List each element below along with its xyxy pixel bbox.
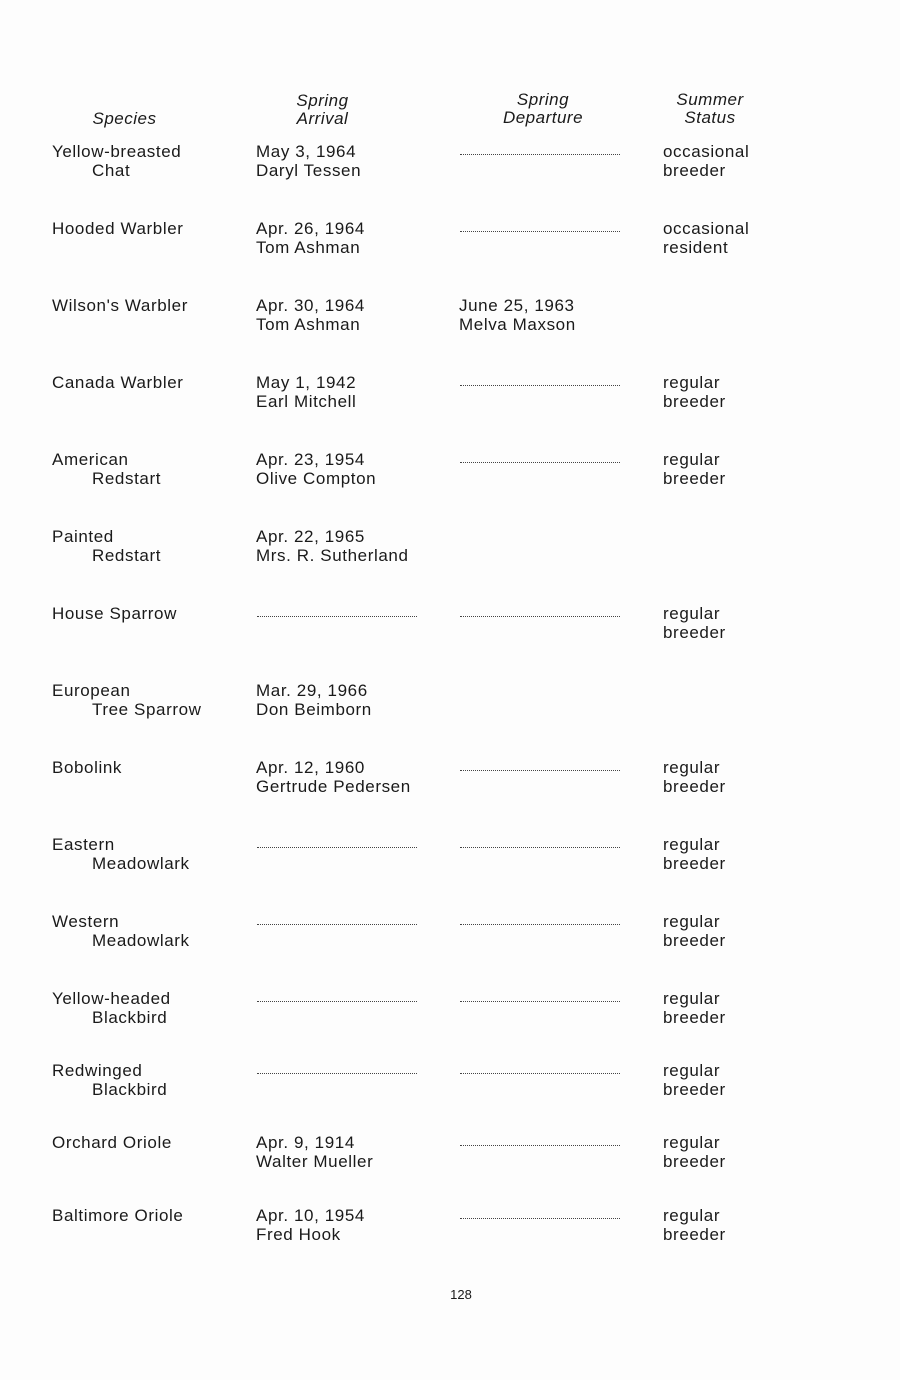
header-status-line2: Status	[684, 108, 736, 127]
arrival-cell	[256, 374, 356, 411]
header-arrival-line1: Spring	[296, 91, 349, 110]
status-cell	[663, 990, 726, 1027]
species-name: Hooded Warbler	[52, 219, 184, 238]
table-row	[0, 374, 900, 414]
table-row	[0, 528, 900, 568]
status-cell	[663, 220, 749, 257]
status-line2: breeder	[663, 160, 726, 180]
header-departure-line1: Spring	[516, 90, 570, 109]
status-line2: breeder	[663, 930, 726, 950]
species-name: American	[52, 450, 129, 469]
arrival-observer: Mrs. R. Sutherland	[256, 545, 409, 565]
departure-blank-line	[460, 924, 620, 925]
arrival-date: Apr. 10, 1954	[256, 1206, 365, 1225]
arrival-observer: Tom Ashman	[256, 314, 361, 334]
species-cell	[52, 1062, 167, 1099]
arrival-date: Apr. 12, 1960	[256, 758, 365, 777]
species-name: Redwinged	[52, 1061, 143, 1080]
status-line2: resident	[663, 237, 729, 257]
arrival-cell	[256, 1134, 373, 1171]
status-cell	[663, 1134, 726, 1171]
arrival-date: May 1, 1942	[256, 373, 357, 392]
status-line2: breeder	[663, 1151, 726, 1171]
status-cell	[663, 143, 749, 180]
header-status-line1: Summer	[676, 90, 744, 109]
arrival-observer: Tom Ashman	[256, 237, 361, 257]
status-cell	[663, 605, 726, 642]
departure-blank-line	[460, 847, 620, 848]
status-cell	[663, 374, 726, 411]
arrival-observer: Earl Mitchell	[256, 391, 357, 411]
species-name: European	[52, 681, 131, 700]
arrival-cell	[256, 297, 365, 334]
arrival-date: Apr. 23, 1954	[256, 450, 365, 469]
species-cell	[52, 143, 181, 180]
arrival-cell	[256, 451, 376, 488]
departure-blank-line	[460, 1218, 620, 1219]
header-spring-departure	[483, 91, 603, 127]
arrival-blank-line	[257, 616, 417, 617]
species-cell	[52, 759, 122, 778]
species-cell	[52, 220, 184, 239]
header-species	[52, 110, 197, 128]
arrival-date: May 3, 1964	[256, 142, 357, 161]
departure-blank-line	[460, 231, 620, 232]
species-name-cont: Meadowlark	[92, 853, 190, 873]
status-line2: breeder	[663, 1079, 726, 1099]
page-number: 128	[450, 1287, 472, 1302]
departure-blank-line	[460, 770, 620, 771]
species-cell	[52, 451, 161, 488]
status-cell	[663, 759, 726, 796]
status-cell	[663, 913, 726, 950]
arrival-date: Apr. 30, 1964	[256, 296, 365, 315]
species-name-cont: Tree Sparrow	[92, 699, 202, 719]
header-species-label: Species	[92, 109, 157, 128]
species-cell	[52, 1207, 183, 1226]
arrival-date: Apr. 22, 1965	[256, 527, 365, 546]
departure-blank-line	[460, 1145, 620, 1146]
table-row	[0, 297, 900, 337]
status-line2: breeder	[663, 853, 726, 873]
departure-observer: Melva Maxson	[459, 314, 576, 334]
arrival-date: Apr. 9, 1914	[256, 1133, 355, 1152]
table-row	[0, 451, 900, 491]
arrival-cell	[256, 759, 411, 796]
species-name-cont: Redstart	[92, 468, 162, 488]
status-line2: breeder	[663, 622, 726, 642]
species-cell	[52, 990, 171, 1027]
species-name: Orchard Oriole	[52, 1133, 172, 1152]
status-cell	[663, 836, 726, 873]
species-cell	[52, 682, 202, 719]
arrival-blank-line	[257, 847, 417, 848]
species-name: Wilson's Warbler	[52, 296, 188, 315]
status-cell	[663, 451, 726, 488]
status-cell	[663, 1207, 726, 1244]
table-row	[0, 990, 900, 1030]
status-line1: occasional	[663, 142, 750, 161]
departure-date: June 25, 1963	[459, 296, 575, 315]
status-line1: regular	[663, 758, 721, 777]
status-line2: breeder	[663, 1007, 726, 1027]
species-cell	[52, 913, 190, 950]
arrival-cell	[256, 1207, 365, 1244]
status-line1: regular	[663, 1061, 721, 1080]
header-summer-status	[660, 91, 760, 127]
status-line2: breeder	[663, 776, 726, 796]
arrival-observer: Daryl Tessen	[256, 160, 362, 180]
status-line1: regular	[663, 1206, 721, 1225]
arrival-observer: Don Beimborn	[256, 699, 372, 719]
arrival-blank-line	[257, 924, 417, 925]
arrival-cell	[256, 528, 409, 565]
departure-blank-line	[460, 385, 620, 386]
header-departure-line2: Departure	[502, 108, 584, 127]
table-row	[0, 220, 900, 260]
arrival-cell	[256, 682, 372, 719]
departure-blank-line	[460, 1001, 620, 1002]
arrival-blank-line	[257, 1073, 417, 1074]
status-line1: regular	[663, 450, 721, 469]
arrival-date: Mar. 29, 1966	[256, 681, 368, 700]
species-name: Baltimore Oriole	[52, 1206, 184, 1225]
species-name-cont: Blackbird	[92, 1007, 168, 1027]
arrival-observer: Gertrude Pedersen	[256, 776, 411, 796]
departure-blank-line	[460, 462, 620, 463]
arrival-observer: Fred Hook	[256, 1224, 341, 1244]
table-row	[0, 682, 900, 722]
species-name: Bobolink	[52, 758, 123, 777]
table-row	[0, 143, 900, 183]
header-arrival-line2: Arrival	[296, 109, 349, 128]
departure-blank-line	[460, 1073, 620, 1074]
species-name: Western	[52, 912, 120, 931]
status-line1: regular	[663, 373, 721, 392]
status-line2: breeder	[663, 391, 726, 411]
species-name: Eastern	[52, 835, 115, 854]
status-line1: regular	[663, 604, 721, 623]
table-row	[0, 836, 900, 876]
header-spring-arrival	[255, 92, 390, 128]
status-line2: breeder	[663, 468, 726, 488]
species-cell	[52, 374, 184, 393]
species-cell	[52, 1134, 172, 1153]
status-cell	[663, 1062, 726, 1099]
table-row	[0, 759, 900, 799]
species-cell	[52, 528, 161, 565]
species-name: Painted	[52, 527, 114, 546]
species-name: Yellow-breasted	[52, 142, 182, 161]
arrival-cell	[256, 220, 365, 257]
arrival-cell	[256, 143, 361, 180]
species-name: Yellow-headed	[52, 989, 171, 1008]
species-name-cont: Blackbird	[92, 1079, 168, 1099]
species-name: House Sparrow	[52, 604, 177, 623]
status-line1: regular	[663, 912, 721, 931]
species-name-cont: Redstart	[92, 545, 162, 565]
status-line1: occasional	[663, 219, 750, 238]
species-cell	[52, 605, 177, 624]
species-cell	[52, 297, 188, 316]
departure-blank-line	[460, 616, 620, 617]
departure-blank-line	[460, 154, 620, 155]
species-name-cont: Meadowlark	[92, 930, 190, 950]
status-line1: regular	[663, 835, 721, 854]
status-line1: regular	[663, 989, 721, 1008]
arrival-observer: Olive Compton	[256, 468, 377, 488]
table-row	[0, 1062, 900, 1102]
departure-cell	[459, 297, 576, 334]
table-row	[0, 605, 900, 645]
arrival-date: Apr. 26, 1964	[256, 219, 365, 238]
arrival-observer: Walter Mueller	[256, 1151, 374, 1171]
species-name-cont: Chat	[92, 160, 131, 180]
arrival-blank-line	[257, 1001, 417, 1002]
species-cell	[52, 836, 190, 873]
status-line1: regular	[663, 1133, 721, 1152]
species-name: Canada Warbler	[52, 373, 184, 392]
table-row	[0, 1207, 900, 1247]
status-line2: breeder	[663, 1224, 726, 1244]
table-row	[0, 913, 900, 953]
table-row	[0, 1134, 900, 1174]
